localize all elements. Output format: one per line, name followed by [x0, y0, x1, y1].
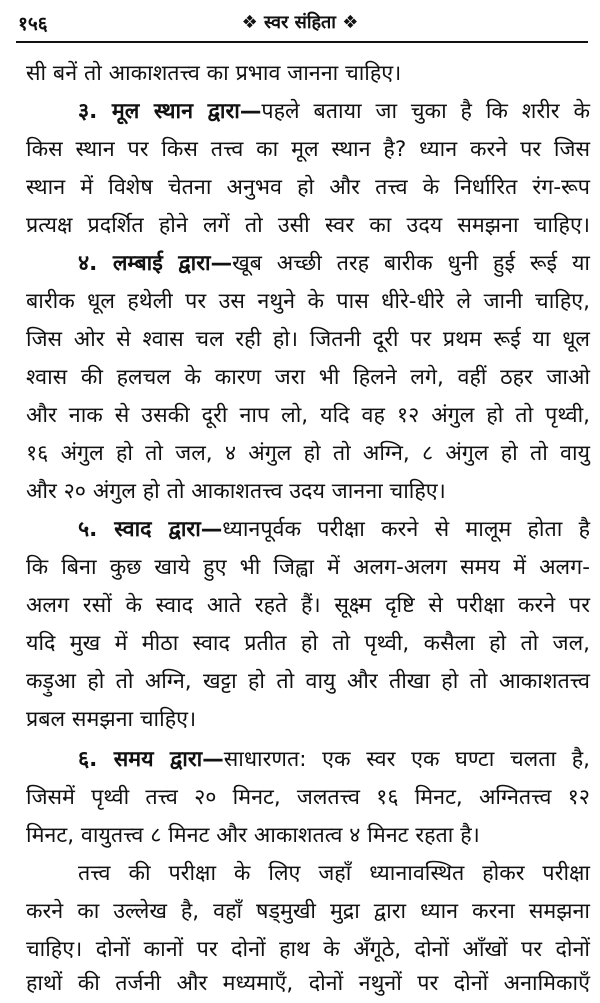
text-line: करने का उल्लेख है, वहाँ षड्मुखी मुद्रा द्वारा ध्यान करना समझना	[26, 899, 590, 924]
text-line: सी बनें तो आकाशतत्त्व का प्रभाव जानना चाहिए।	[26, 61, 402, 86]
text-line: जिसमें पृथ्वी तत्त्व २० मिनट, जलतत्त्व १६ मिनट, अग्नितत्त्व १२	[26, 785, 590, 810]
text-line: और नाक से उसकी दूरी नाप लो, यदि वह १२ अंगुल हो तो पृथ्वी,	[26, 403, 590, 428]
text-line: जिस ओर से श्वास चल रही हो। जितनी दूरी पर प्रथम रूई या धूल	[26, 327, 590, 352]
text-line: तत्त्व की परीक्षा के लिए जहाँ ध्यानावस्थित होकर परीक्षा	[78, 861, 590, 886]
section-heading: ४. लम्बाई द्वारा—	[78, 251, 233, 276]
page-header	[0, 0, 600, 40]
text-line: ४. लम्बाई द्वारा—खूब अच्छी तरह बारीक धुनी हुई रूई या	[78, 251, 590, 276]
text-line: प्रबल समझना चाहिए।	[26, 707, 197, 732]
section-heading: ६. समय द्वारा—	[78, 747, 224, 772]
text-line: किस स्थान पर किस तत्त्व का मूल स्थान है? ध्यान करने पर जिस	[26, 137, 590, 162]
text-line: चाहिए। दोनों कानों पर दोनों हाथ के अँगूठे, दोनों आँखों पर दोनों	[26, 937, 590, 962]
text-line: प्रत्यक्ष प्रदर्शित होने लगें तो उसी स्वर का उदय समझना चाहिए।	[26, 213, 590, 238]
text-line: मिनट, वायुतत्त्व ८ मिनट और आकाशतत्व ४ मिनट रहता है।	[26, 823, 480, 848]
text-line: बारीक धूल हथेली पर उस नथुने के पास धीरे-धीरे ले जानी चाहिए,	[26, 289, 590, 314]
text-line: और २० अंगुल हो तो आकाशतत्त्व उदय जानना चाहिए।	[26, 479, 446, 504]
running-title: ❖ स्वर संहिता ❖	[241, 12, 359, 33]
section-heading: ५. स्वाद द्वारा—	[78, 517, 223, 542]
text-line: यदि मुख में मीठा स्वाद प्रतीत हो तो पृथ्वी, कसैला हो तो जल,	[26, 631, 590, 656]
page-number: १५६	[18, 13, 48, 35]
text-line: श्वास की हलचल के कारण जरा भी हिलने लगे, वहीं ठहर जाओ	[26, 365, 590, 390]
text-line: ५. स्वाद द्वारा—ध्यानपूर्वक परीक्षा करने से मालूम होता है	[78, 517, 591, 542]
text-line: हाथों की तर्जनी और मध्यमाएँ, दोनों नथुनों पर दोनों अनामिकाएँ	[26, 971, 590, 996]
text-line: अलग रसों के स्वाद आते रहते हैं। सूक्ष्म दृष्टि से परीक्षा करने पर	[26, 593, 590, 618]
text-line: ३. मूल स्थान द्वारा—पहले बताया जा चुका है कि शरीर के	[78, 99, 590, 124]
text-line: कड़ुआ हो तो अग्नि, खट्टा हो तो वायु और तीखा हो तो आकाशतत्त्व	[26, 669, 590, 694]
text-line: १६ अंगुल हो तो जल, ४ अंगुल हो तो अग्नि, ८ अंगुल हो तो वायु	[26, 441, 590, 466]
section-heading: ३. मूल स्थान द्वारा—	[78, 99, 262, 124]
header-divider	[16, 41, 588, 43]
text-line: ६. समय द्वारा—साधारणत: एक स्वर एक घण्टा चलता है,	[78, 747, 590, 772]
text-line: स्थान में विशेष चेतना अनुभव हो और तत्त्व के निर्धारित रंग-रूप	[26, 175, 590, 200]
text-line: कि बिना कुछ खाये हुए भी जिह्वा में अलग-अलग समय में अलग-	[26, 555, 590, 580]
